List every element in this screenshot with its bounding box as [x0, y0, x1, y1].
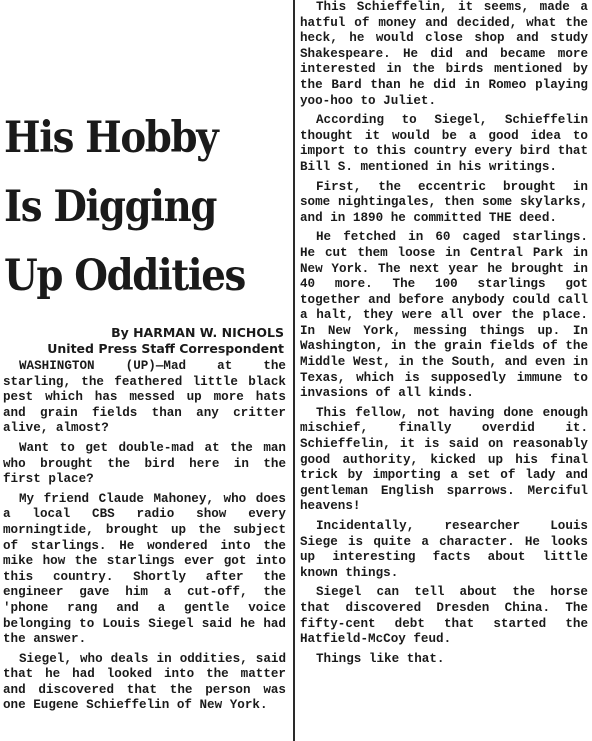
paragraph: First, the eccentric brought in some nightingales, then some skylarks, and in 1890 he committed THE deed. [300, 179, 588, 225]
paragraph: According to Siegel, Schieffelin thought it would be a good idea to import to this country every bird that Bill S. mentioned in his writings. [300, 113, 588, 174]
column-divider [293, 0, 295, 741]
paragraph: This Schieffelin, it seems, made a hatful of money and decided, what the heck, he would close shop and study Shakespeare. He did and became more interested in the birds mentioned by the Bard than he did in Romeo playing yoo-hoo to Juliet. [300, 0, 588, 108]
left-body [0, 359, 288, 714]
headline [4, 104, 260, 311]
paragraph: WASHINGTON (UP)—Mad at the starling, the feathered little black pest which has messed up more hats and grain fields than any critter alive, almost? [3, 359, 286, 436]
paragraph: Want to get double-mad at the man who brought the bird here in the first place? [3, 440, 286, 487]
left-column [0, 0, 288, 741]
headline-line-3: Up Oddities [4, 251, 245, 301]
paragraph: Siegel can tell about the horse that discovered Dresden China. The fifty-cent debt that started the Hatfield-McCoy feud. [300, 585, 588, 647]
headline-line-2: Is Digging [4, 182, 217, 232]
byline: By HARMAN W. NICHOLS [111, 325, 284, 340]
paragraph: Things like that. [316, 651, 445, 666]
paragraph: Siegel, who deals in oddities, said that he had looked into the matter and discovered that the person was one Eugene Schieffelin of New York. [3, 651, 286, 713]
headline-line-1: His Hobby [4, 113, 218, 163]
byline-credit: United Press Staff Correspondent [47, 341, 284, 356]
right-column [300, 0, 590, 741]
paragraph: My friend Claude Mahoney, who does a local CBS radio show every morningtide, brought up the subject of starlings. He wondered into the mike how the starlings ever got into this country. Shortly after the engineer gave him a cut-off, the 'phone rang and a gentle voice belonging to Louis Siegel said he had the answer. [3, 491, 286, 647]
paragraph: This fellow, not having done enough mischief, finally overdid it. Schieffelin, it is said on reasonably good authority, kicked up his final trick by importing a set of lady and gentleman English sparrows. Merciful heavens! [300, 405, 588, 514]
paragraph: He fetched in 60 caged starlings. He cut them loose in Central Park in New York. The next year he brought in 40 more. The 100 starlings got together and before anybody could call a halt, they were all over the place. In New York, messing things up. In Washington, in the grain fields of the Middle West, in the South, and even in Texas, which is supposedly immune to invasions of all kinds. [300, 230, 588, 401]
paragraph: Incidentally, researcher Louis Siege is quite a character. He looks up interesting facts about little known things. [300, 519, 588, 580]
right-body [300, 0, 590, 667]
